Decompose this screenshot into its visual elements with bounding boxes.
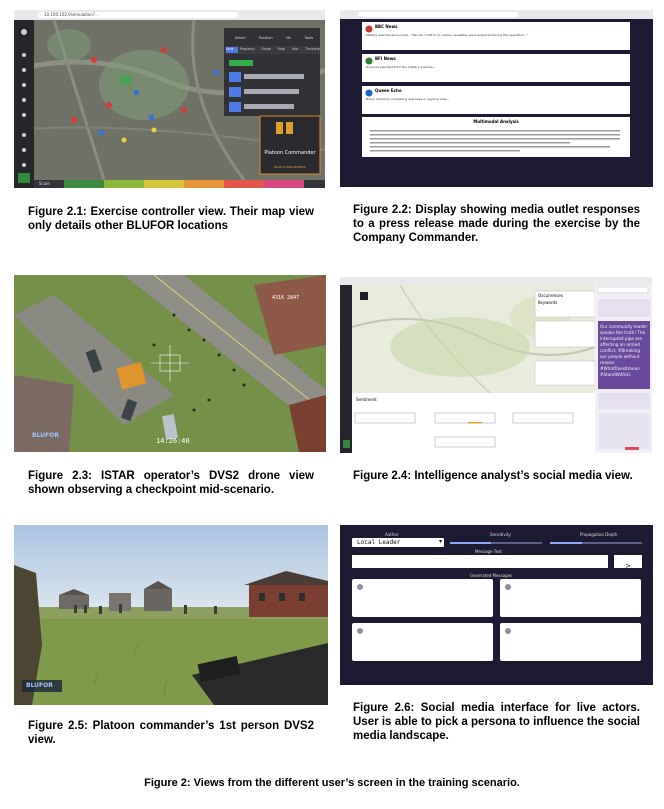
send-button[interactable]: [614, 555, 642, 568]
generated-message-card[interactable]: [500, 623, 641, 661]
top-icon-position[interactable]: Position: [258, 36, 273, 40]
timeline-label: Scale: [39, 181, 50, 186]
author-value: Local Leader: [357, 539, 401, 546]
top-icon-select[interactable]: Select: [234, 36, 246, 40]
post-1-text: Military exercise announced..."We can confirm no civilian casualties were sustained during this operation...": [366, 33, 529, 37]
message-label: Message Text: [475, 549, 502, 554]
figure-2-4-image: [340, 277, 652, 453]
panel-tabs: [226, 47, 320, 51]
tab-property[interactable]: Property: [239, 47, 255, 51]
send-label: >: [625, 562, 631, 570]
tab-scale[interactable]: Scale: [261, 47, 271, 51]
info-field-keywords: Keywords: [538, 300, 558, 305]
chevron-down-icon: ▾: [438, 539, 442, 545]
top-icon-row: [228, 36, 320, 40]
right-panel-post: Our community leader speaks the truth! The interrupted pipe are affecting an armed conflict. #Breaking our people without reason. #WhatDoesItmean #StandWithUs: [600, 324, 648, 377]
post-3-text: Bravo company completing exercises in regional area...: [366, 97, 450, 101]
sensitivity-slider[interactable]: [450, 542, 542, 544]
tab-unit[interactable]: Unit: [226, 47, 234, 51]
unit-card-sub: BLUE-8 WOLVERINES: [274, 165, 306, 169]
drone-hud-time: 14:26:40: [156, 437, 190, 445]
sensitivity-label: Sensitivity: [490, 532, 511, 537]
drone-hud-label: BLUFOR: [32, 432, 59, 439]
analysis-title: Multimodal Analysis: [473, 119, 519, 124]
figure-2-1-image: [14, 10, 325, 188]
generated-message-card[interactable]: [500, 579, 641, 617]
figure-2-3-caption: Figure 2.3: ISTAR operator’s DVS2 drone view shown observing a checkpoint mid-scenario.: [28, 470, 314, 496]
fpv-hud-label: BLUFOR: [26, 682, 53, 689]
figure-2-1-caption: Figure 2.1: Exercise controller view. Their map view only details other BLUFOR locations: [28, 206, 314, 232]
main-figure-caption: Figure 2: Views from the different user’s screen in the training scenario.: [144, 777, 520, 789]
post-1-author: BBC News: [375, 24, 398, 29]
figure-2-5-caption: Figure 2.5: Platoon commander’s 1st person DVS2 view.: [28, 720, 314, 746]
avatar: [357, 584, 363, 590]
propagation-label: Propagation Depth: [580, 532, 618, 537]
generated-label: Generated Messages: [470, 573, 513, 578]
propagation-slider-fill: [550, 542, 582, 544]
post-2-author: BFI News: [375, 56, 396, 61]
avatar: [357, 628, 363, 634]
figure-2-2-caption: Figure 2.2: Display showing media outlet responses to a press release made during the exercise by the Company Commander.: [353, 204, 640, 244]
figure-2-6-caption: Figure 2.6: Social media interface for live actors. User is able to pick a persona to influence the social media landscape.: [353, 702, 640, 742]
top-icon-tools[interactable]: Tools: [304, 36, 314, 40]
figure-2-2-image: [340, 10, 653, 187]
top-icon-mv[interactable]: Mv: [286, 36, 292, 40]
drone-hud-coords: 4316 2847: [272, 295, 300, 301]
figure-2-3-image: [14, 275, 326, 452]
propagation-slider[interactable]: [550, 542, 642, 544]
figure-2-5-image: [14, 525, 328, 705]
tab-info[interactable]: Info: [291, 47, 299, 51]
unit-card-title: Platoon Commander: [264, 150, 316, 156]
post-2-text: Rumours reported from the military exercise...: [366, 65, 436, 69]
tab-timeline[interactable]: Timeline: [305, 47, 320, 51]
figure-2-4-caption: Figure 2.4: Intelligence analyst’s social media view.: [353, 470, 633, 482]
avatar: [505, 584, 511, 590]
sensitivity-slider-fill: [450, 542, 491, 544]
generated-message-card[interactable]: [352, 579, 493, 617]
info-field-occurrences: Occurrences: [538, 293, 563, 298]
avatar: [505, 628, 511, 634]
author-select[interactable]: [352, 538, 444, 547]
author-label: Author: [385, 532, 399, 537]
message-input[interactable]: [352, 555, 608, 568]
post-3-author: Queen Echo: [375, 88, 402, 93]
sentiment-label: Sentiment: [356, 397, 377, 402]
generated-message-card[interactable]: [352, 623, 493, 661]
figure-2-6-image: [340, 525, 653, 685]
browser-url: 10.100.102.0/simulation?...: [44, 12, 99, 17]
tab-map[interactable]: Map: [277, 47, 285, 51]
